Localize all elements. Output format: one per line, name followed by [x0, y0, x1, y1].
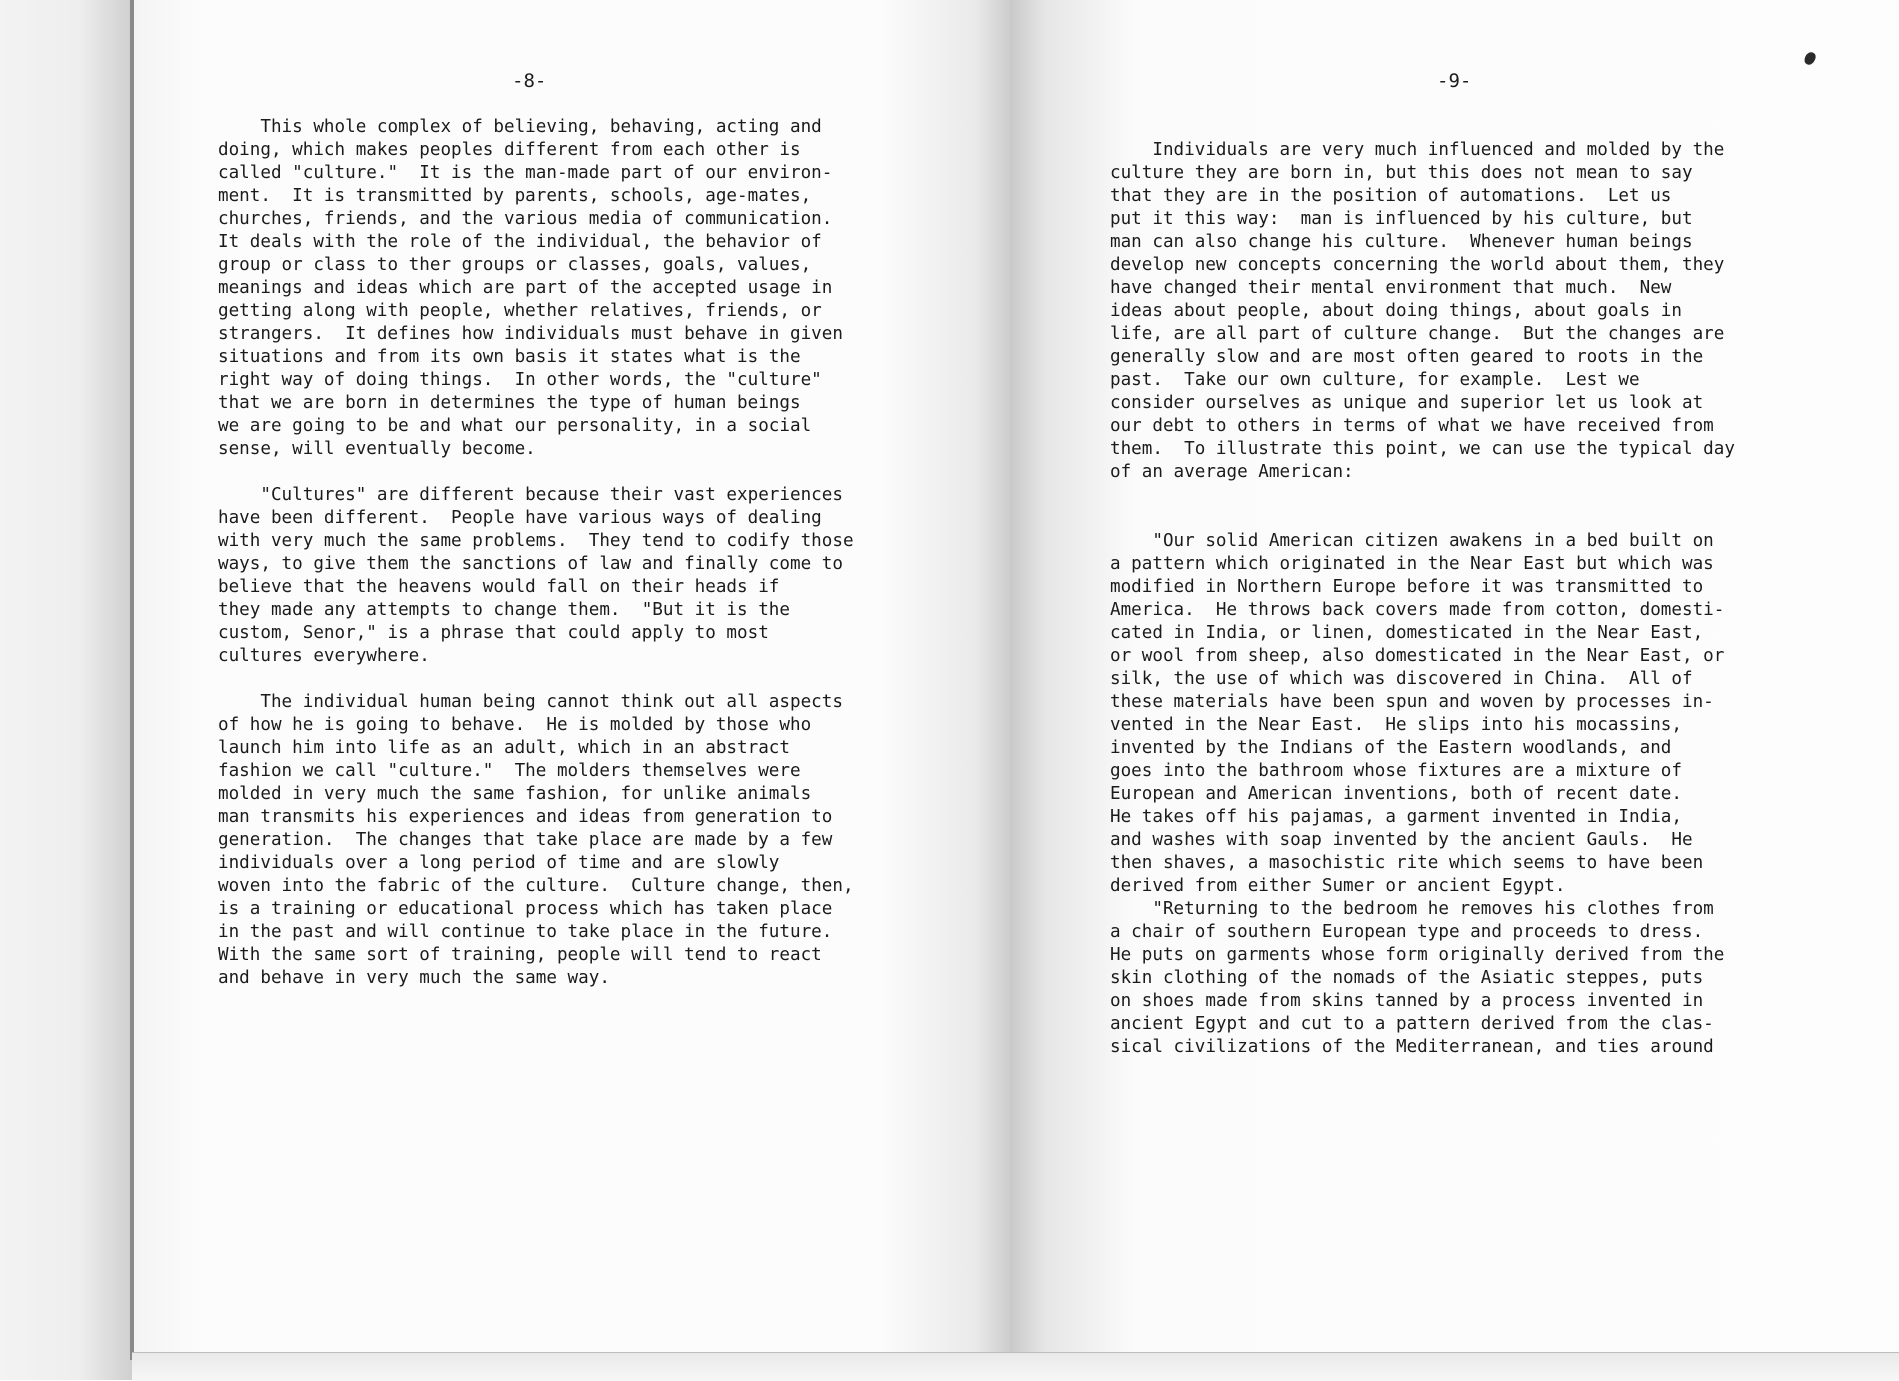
paragraph: "Our solid American citizen awakens in a bed built on a pattern which originated in the Near East but which was modified in Northern Europe before it was transmitted to America. He throws back covers made from cotton, domesti- cated in India, or linen, domesticated in the Near East, or wool from sheep, also domesticated in the Near East, or silk, the use of which was discovered in China. All of these materials have been spun and woven by processes in- vented in the Near East. He slips into his mocassins, invented by the Indians of the Eastern woodlands, and goes into the bathroom whose fixtures are a mixture of European and American inventions, both of recent date. He takes off his pajamas, a garment invented in India, and washes with soap invented by the ancient Gauls. He then shaves, a masochistic rite which seems to have been derived from either Sumer or ancient Egypt.	[1110, 531, 1725, 896]
paragraph: The individual human being cannot think out all aspects of how he is going to behave. He is molded by those who launch him into life as an adult, which in an abstract fashion we call "culture." The molders themselves were molded in very much the same fashion, for unlike animals man transmits his experiences and ideas from generation to generation. The changes that take place are made by a few individuals over a long period of time and are slowly woven into the fabric of the culture. Culture change, then, is a training or educational process which has taken place in the past and will continue to take place in the future. With the same sort of training, people will tend to react and behave in very much the same way.	[218, 692, 854, 988]
page-number: -8-	[512, 70, 547, 92]
paragraph: "Returning to the bedroom he removes his clothes from a chair of southern European type and proceeds to dress. He puts on garments whose form originally derived from the skin clothing of the nomads of the Asiatic steppes, puts on shoes made from skins tanned by a process invented in ancient Egypt and cut to a pattern derived from the clas- sical civilizations of the Mediterranean, and ties around	[1110, 899, 1725, 1057]
scan-bottom-edge	[132, 1352, 1899, 1381]
paragraph: "Cultures" are different because their vast experiences have been different. People have various ways of dealing with very much the same problems. They tend to codify those ways, to give them the sanctions of law and finally come to believe that the heavens would fall on their heads if they made any attempts to change them. "But it is the custom, Senor," is a phrase that could apply to most cultures everywhere.	[218, 485, 854, 666]
paragraph: Individuals are very much influenced and molded by the culture they are born in, but this does not mean to say that they are in the position of automations. Let us put it this way: man is influenced by his culture, but man can also change his culture. Whenever human beings develop new concepts concerning the world about them, they have changed their mental environment that much. New ideas about people, about doing things, about goals in life, are all part of culture change. But the changes are generally slow and are most often geared to roots in the past. Take our own culture, for example. Lest we consider ourselves as unique and superior let us look at our debt to others in terms of what we have received from them. To illustrate this point, we can use the typical day of an average American:	[1110, 140, 1735, 482]
page-number: -9-	[1437, 70, 1472, 92]
paragraph: This whole complex of believing, behaving, acting and doing, which makes peoples different from each other is called "culture." It is the man-made part of our environ- ment. It is transmitted by parents, schools, age-mates, churches, friends, and the various media of communication. It deals with the role of the individual, the behavior of group or class to ther groups or classes, goals, values, meanings and ideas which are part of the accepted usage in getting along with people, whether relatives, friends, or strangers. It defines how individuals must behave in given situations and from its own basis it states what is the right way of doing things. In other words, the "culture" that we are born in determines the type of human beings we are going to be and what our personality, in a social sense, will eventually become.	[218, 117, 843, 459]
scan-margin	[0, 0, 132, 1380]
